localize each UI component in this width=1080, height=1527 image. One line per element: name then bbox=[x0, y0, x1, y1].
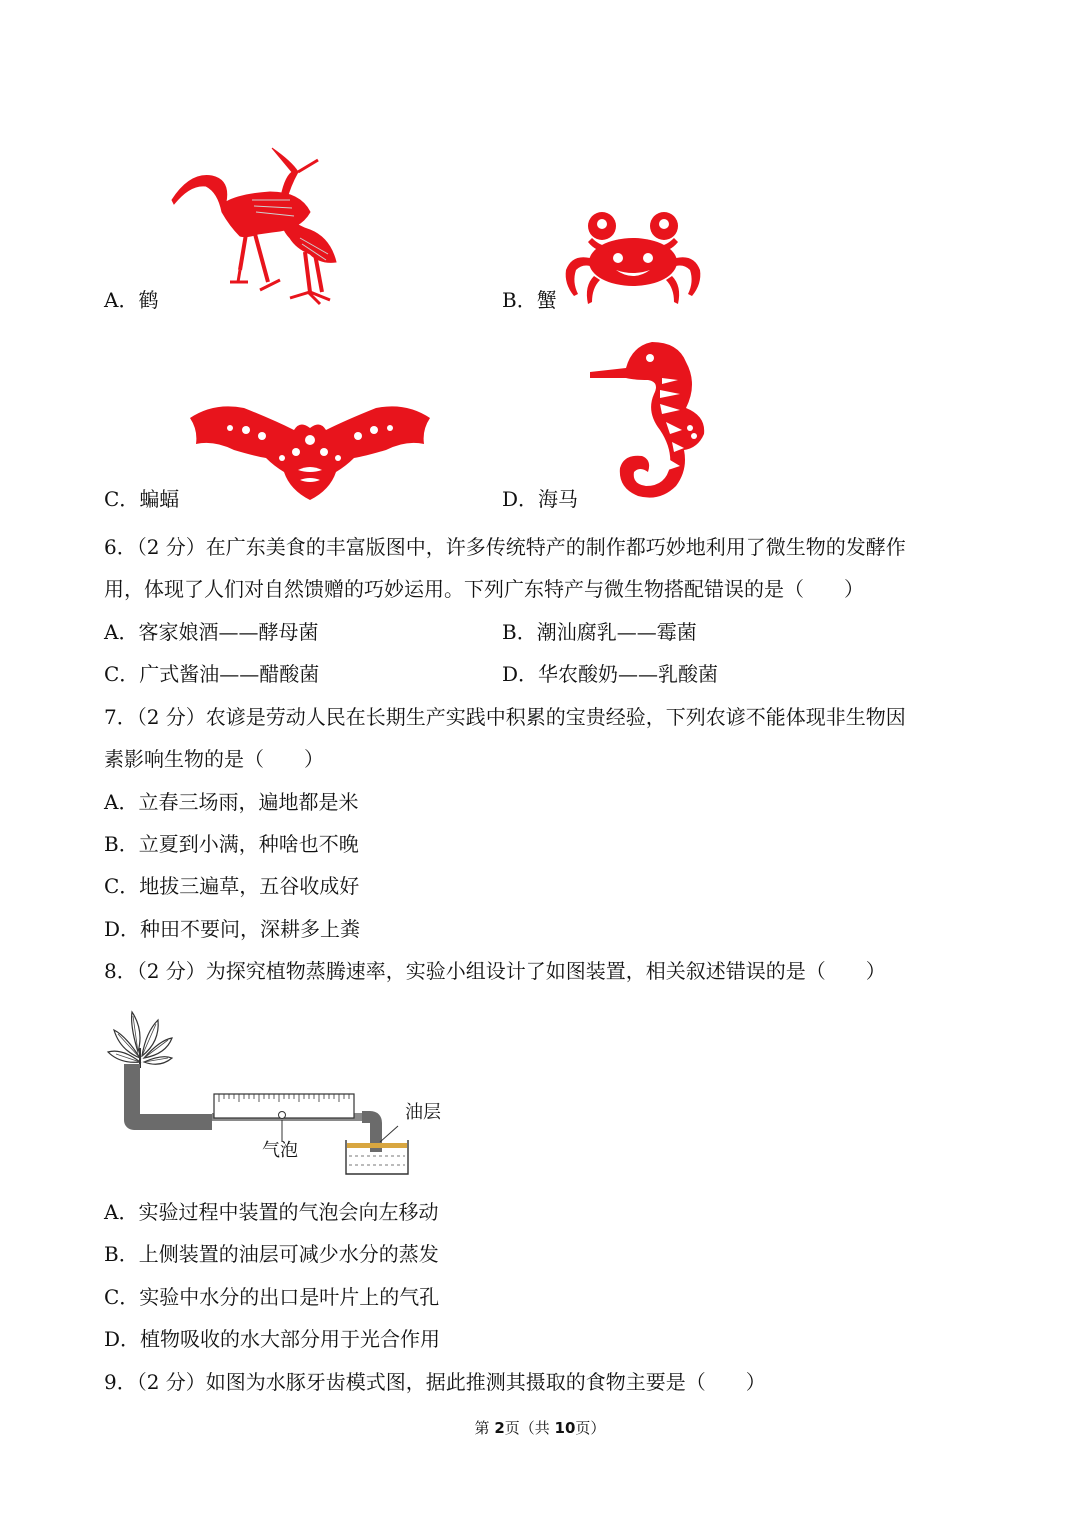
question-8-option-c: C．实验中水分的出口是叶片上的气孔 bbox=[104, 1285, 440, 1309]
question-7-option-a: A．立春三场雨，遍地都是米 bbox=[104, 790, 359, 814]
footer-middle: 页（共 bbox=[504, 1419, 555, 1437]
footer-page-number: 2 bbox=[494, 1419, 505, 1437]
option-a-label: 鹤 bbox=[138, 288, 159, 312]
page-footer bbox=[0, 1417, 1080, 1438]
crane-papercut-image bbox=[160, 142, 345, 307]
question-7-option-d: D．种田不要问，深耕多上粪 bbox=[104, 917, 361, 941]
question-6-option-a: A．客家娘酒——酵母菌 bbox=[104, 620, 319, 644]
seahorse-papercut-image bbox=[586, 338, 712, 504]
question-6-stem-line2: 用，体现了人们对自然馈赠的巧妙运用。下列广东特产与微生物搭配错误的是（ ） bbox=[104, 577, 864, 601]
question-8-option-b: B．上侧装置的油层可减少水分的蒸发 bbox=[104, 1242, 439, 1266]
question-6-stem-line1: 6．（2 分）在广东美食的丰富版图中，许多传统特产的制作都巧妙地利用了微生物的发酵作 bbox=[104, 535, 906, 559]
footer-total-pages: 10 bbox=[554, 1419, 576, 1437]
question-6-option-b: B．潮汕腐乳——霉菌 bbox=[502, 620, 697, 644]
option-b-label: 蟹 bbox=[536, 288, 557, 312]
question-7-stem-line2: 素影响生物的是（ ） bbox=[104, 747, 324, 771]
transpiration-apparatus-figure bbox=[102, 1002, 447, 1178]
option-b-letter: B． bbox=[502, 288, 537, 312]
footer-prefix: 第 bbox=[474, 1419, 495, 1437]
question-7-stem-line1: 7．（2 分）农谚是劳动人民在长期生产实践中积累的宝贵经验，下列农谚不能体现非生物因 bbox=[104, 705, 906, 729]
footer-suffix: 页） bbox=[575, 1419, 606, 1437]
option-c-label: 蝙蝠 bbox=[139, 487, 180, 511]
question-9-stem: 9．（2 分）如图为水豚牙齿模式图，据此推测其摄取的食物主要是（ ） bbox=[104, 1370, 766, 1394]
question-6-option-d: D．华农酸奶——乳酸菌 bbox=[502, 662, 719, 686]
question-7-option-b: B．立夏到小满，种啥也不晚 bbox=[104, 832, 359, 856]
option-c-letter: C． bbox=[104, 487, 140, 511]
question-8-option-d: D．植物吸收的水大部分用于光合作用 bbox=[104, 1327, 441, 1351]
question-6-option-c: C．广式酱油——醋酸菌 bbox=[104, 662, 320, 686]
bubble-label: 气泡 bbox=[262, 1140, 298, 1161]
bat-papercut-image bbox=[186, 400, 434, 504]
option-d-letter: D． bbox=[502, 487, 539, 511]
oil-layer-label: 油层 bbox=[405, 1102, 441, 1123]
option-d-label: 海马 bbox=[538, 487, 579, 511]
question-8-stem: 8．（2 分）为探究植物蒸腾速率，实验小组设计了如图装置，相关叙述错误的是（ ） bbox=[104, 959, 886, 983]
option-a-letter: A． bbox=[104, 288, 139, 312]
question-7-option-c: C．地拔三遍草，五谷收成好 bbox=[104, 874, 360, 898]
question-8-option-a: A．实验过程中装置的气泡会向左移动 bbox=[104, 1200, 439, 1224]
crab-papercut-image bbox=[562, 208, 704, 306]
